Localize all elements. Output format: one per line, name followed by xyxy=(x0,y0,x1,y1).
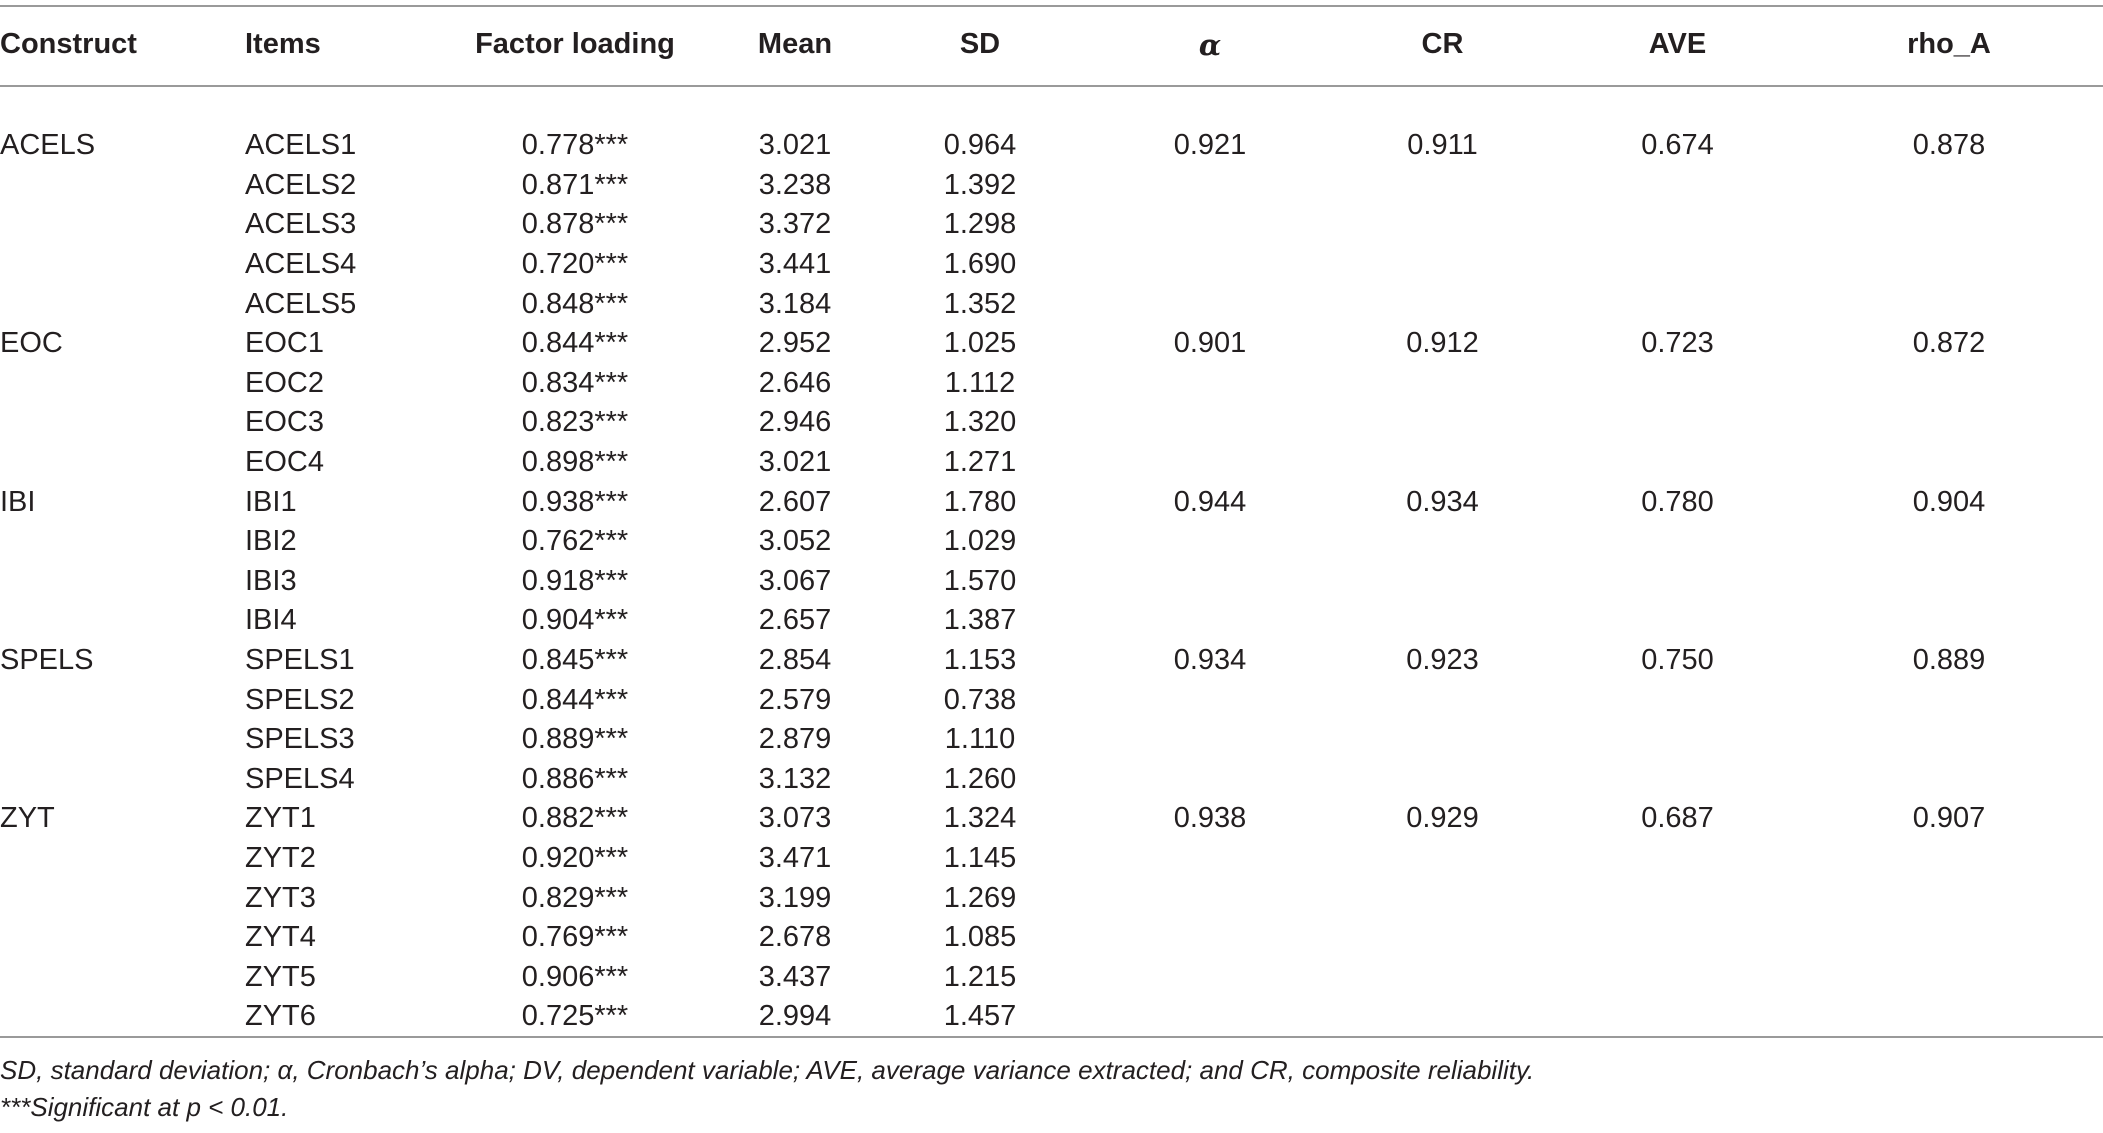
cell-cr xyxy=(1325,284,1560,324)
note-abbreviations: SD, standard deviation; α, Cronbach’s alpha; DV, dependent variable; AVE, average variance extracted; and CR, composite reliability. xyxy=(0,1055,1535,1085)
cell-mean: 3.132 xyxy=(758,762,832,795)
cell-construct xyxy=(0,839,245,879)
cell-alpha xyxy=(1095,957,1325,997)
cell-ave xyxy=(1560,601,1795,641)
cell-rho-a: 0.907 xyxy=(1912,802,1986,835)
table-row xyxy=(0,799,2103,839)
cell-cr: 0.911 xyxy=(1407,129,1478,162)
table-row xyxy=(0,680,2103,720)
cell-construct xyxy=(0,166,245,206)
cell-factor-loading: 0.889*** xyxy=(521,723,629,756)
cell-ave: 0.687 xyxy=(1641,802,1714,835)
table-row xyxy=(0,601,2103,641)
cell-ave xyxy=(1560,245,1795,285)
cell-mean: 3.471 xyxy=(758,841,832,874)
cell-ave xyxy=(1560,918,1795,958)
cell-sd: 0.738 xyxy=(943,683,1017,716)
cell-mean: 3.238 xyxy=(758,168,832,201)
cell-sd: 1.269 xyxy=(943,881,1017,914)
cell-item: EOC1 xyxy=(245,327,324,360)
table-row xyxy=(0,562,2103,602)
cell-rho-a xyxy=(1795,166,2103,206)
cell-mean: 3.372 xyxy=(758,208,832,241)
cell-factor-loading: 0.906*** xyxy=(521,960,629,993)
cell-item: ACELS5 xyxy=(245,287,357,320)
cell-mean: 3.437 xyxy=(758,960,832,993)
cell-alpha xyxy=(1095,680,1325,720)
table-row xyxy=(0,403,2103,443)
cell-sd: 1.085 xyxy=(943,921,1017,954)
table-row xyxy=(0,641,2103,681)
cell-construct xyxy=(0,601,245,641)
cell-rho-a xyxy=(1795,918,2103,958)
cell-item: ACELS2 xyxy=(245,168,357,201)
cell-alpha xyxy=(1095,839,1325,879)
cell-ave xyxy=(1560,562,1795,602)
cell-construct xyxy=(0,562,245,602)
cell-cr xyxy=(1325,760,1560,800)
cell-sd: 1.110 xyxy=(944,723,1016,756)
cell-item: ACELS1 xyxy=(245,129,357,162)
cell-mean: 3.199 xyxy=(758,881,832,914)
cell-item: ZYT5 xyxy=(245,960,316,993)
cell-item: SPELS4 xyxy=(245,762,355,795)
table-row xyxy=(0,205,2103,245)
cell-construct xyxy=(0,918,245,958)
header-row xyxy=(0,0,2103,89)
cell-factor-loading: 0.844*** xyxy=(521,683,629,716)
header-mean: Mean xyxy=(757,28,833,60)
cell-item: ZYT6 xyxy=(245,1000,316,1033)
cell-ave xyxy=(1560,680,1795,720)
cell-cr xyxy=(1325,997,1560,1037)
cell-sd: 1.298 xyxy=(943,208,1017,241)
cell-sd: 1.690 xyxy=(943,248,1017,281)
cell-factor-loading: 0.938*** xyxy=(521,485,629,518)
cell-rho-a xyxy=(1795,680,2103,720)
cell-sd: 1.145 xyxy=(943,841,1017,874)
cell-item: EOC4 xyxy=(245,446,324,479)
cell-mean: 2.879 xyxy=(758,723,832,756)
cell-ave xyxy=(1560,997,1795,1037)
cell-alpha xyxy=(1095,245,1325,285)
table-row xyxy=(0,284,2103,324)
cell-construct xyxy=(0,284,245,324)
cell-ave xyxy=(1560,720,1795,760)
cell-ave xyxy=(1560,205,1795,245)
table-body xyxy=(0,89,2103,1037)
cell-item: ZYT2 xyxy=(245,841,316,874)
cell-construct xyxy=(0,878,245,918)
cell-mean: 3.052 xyxy=(758,525,832,558)
table-row xyxy=(0,720,2103,760)
cell-ave xyxy=(1560,878,1795,918)
header-items: Items xyxy=(245,28,321,60)
cell-cr: 0.934 xyxy=(1406,485,1479,518)
cell-rho-a: 0.904 xyxy=(1912,485,1986,518)
header-sd: SD xyxy=(959,28,1001,60)
cell-construct xyxy=(0,957,245,997)
cell-cr xyxy=(1325,680,1560,720)
cell-ave: 0.780 xyxy=(1641,485,1714,518)
cell-construct: EOC xyxy=(0,327,63,360)
cell-rho-a xyxy=(1795,601,2103,641)
cell-factor-loading: 0.878*** xyxy=(521,208,629,241)
cell-mean: 3.073 xyxy=(758,802,832,835)
cell-mean: 3.021 xyxy=(758,129,832,162)
cell-alpha: 0.938 xyxy=(1173,802,1247,835)
cell-ave xyxy=(1560,364,1795,404)
table-row xyxy=(0,997,2103,1037)
cell-construct xyxy=(0,364,245,404)
cell-sd: 1.215 xyxy=(943,960,1017,993)
cell-alpha xyxy=(1095,443,1325,483)
cell-factor-loading: 0.829*** xyxy=(521,881,629,914)
cell-mean: 2.952 xyxy=(758,327,832,360)
cell-factor-loading: 0.920*** xyxy=(521,841,629,874)
header-alpha: α xyxy=(1198,27,1222,62)
cell-construct xyxy=(0,522,245,562)
cell-factor-loading: 0.904*** xyxy=(521,604,629,637)
cell-sd: 1.780 xyxy=(943,485,1017,518)
cell-item: EOC2 xyxy=(245,366,324,399)
table-row xyxy=(0,245,2103,285)
cell-factor-loading: 0.725*** xyxy=(521,1000,629,1033)
cell-rho-a xyxy=(1795,205,2103,245)
cell-alpha: 0.901 xyxy=(1173,327,1247,360)
cell-sd: 1.387 xyxy=(943,604,1017,637)
table-row xyxy=(0,482,2103,522)
cell-mean: 2.607 xyxy=(758,485,832,518)
cell-cr xyxy=(1325,918,1560,958)
header-cr: CR xyxy=(1421,28,1464,60)
cell-rho-a xyxy=(1795,245,2103,285)
table-row xyxy=(0,839,2103,879)
cell-sd: 1.320 xyxy=(943,406,1017,439)
table-row xyxy=(0,957,2103,997)
cell-sd: 1.457 xyxy=(943,1000,1017,1033)
cell-cr xyxy=(1325,403,1560,443)
cell-sd: 1.260 xyxy=(943,762,1017,795)
cell-factor-loading: 0.834*** xyxy=(521,366,629,399)
cell-sd: 1.112 xyxy=(944,366,1016,399)
cell-sd: 1.352 xyxy=(943,287,1017,320)
table-row xyxy=(0,89,2103,166)
cell-rho-a xyxy=(1795,997,2103,1037)
cell-factor-loading: 0.762*** xyxy=(521,525,629,558)
cell-rho-a xyxy=(1795,284,2103,324)
cell-rho-a: 0.872 xyxy=(1912,327,1986,360)
cell-rho-a xyxy=(1795,522,2103,562)
cell-alpha xyxy=(1095,522,1325,562)
cell-ave: 0.723 xyxy=(1641,327,1714,360)
cell-item: IBI3 xyxy=(245,564,297,597)
cell-mean: 2.994 xyxy=(758,1000,832,1033)
cell-factor-loading: 0.848*** xyxy=(521,287,629,320)
cell-construct xyxy=(0,443,245,483)
cell-alpha xyxy=(1095,166,1325,206)
table-row xyxy=(0,364,2103,404)
cell-mean: 2.646 xyxy=(758,366,832,399)
cell-mean: 3.441 xyxy=(758,248,832,281)
note-significance: ***Significant at p < 0.01. xyxy=(0,1092,289,1122)
cell-factor-loading: 0.898*** xyxy=(521,446,629,479)
cell-construct xyxy=(0,680,245,720)
cell-mean: 2.854 xyxy=(758,644,832,677)
cell-cr xyxy=(1325,443,1560,483)
cell-ave xyxy=(1560,284,1795,324)
cell-factor-loading: 0.844*** xyxy=(521,327,629,360)
header-ave: AVE xyxy=(1648,28,1707,60)
cell-construct xyxy=(0,205,245,245)
cell-cr xyxy=(1325,562,1560,602)
cell-alpha xyxy=(1095,403,1325,443)
cell-construct: ZYT xyxy=(0,802,55,835)
cell-cr xyxy=(1325,245,1560,285)
cell-ave xyxy=(1560,522,1795,562)
cell-sd: 1.153 xyxy=(943,644,1017,677)
cell-factor-loading: 0.769*** xyxy=(521,921,629,954)
cell-rho-a: 0.889 xyxy=(1912,644,1986,677)
cell-ave xyxy=(1560,166,1795,206)
table-row xyxy=(0,918,2103,958)
cell-construct xyxy=(0,245,245,285)
cell-alpha xyxy=(1095,562,1325,602)
cell-construct xyxy=(0,997,245,1037)
cell-item: ACELS4 xyxy=(245,248,357,281)
cell-alpha xyxy=(1095,918,1325,958)
cell-factor-loading: 0.871*** xyxy=(521,168,629,201)
cell-ave xyxy=(1560,957,1795,997)
cell-mean: 3.184 xyxy=(758,287,832,320)
cell-alpha xyxy=(1095,364,1325,404)
cell-mean: 3.021 xyxy=(758,446,832,479)
cell-item: ZYT1 xyxy=(245,802,316,835)
cell-item: EOC3 xyxy=(245,406,324,439)
header-factor-loading: Factor loading xyxy=(475,28,675,60)
cell-alpha xyxy=(1095,205,1325,245)
cell-item: ZYT4 xyxy=(245,921,316,954)
cell-cr xyxy=(1325,720,1560,760)
cell-mean: 2.579 xyxy=(758,683,832,716)
cell-cr xyxy=(1325,364,1560,404)
cell-item: SPELS3 xyxy=(245,723,355,756)
cell-ave xyxy=(1560,760,1795,800)
cell-alpha xyxy=(1095,997,1325,1037)
cell-rho-a xyxy=(1795,562,2103,602)
cell-mean: 2.678 xyxy=(758,921,832,954)
cell-ave: 0.674 xyxy=(1641,129,1714,162)
cell-rho-a xyxy=(1795,720,2103,760)
cell-cr: 0.923 xyxy=(1406,644,1479,677)
cell-rho-a xyxy=(1795,403,2103,443)
cell-factor-loading: 0.886*** xyxy=(521,762,629,795)
cell-sd: 1.025 xyxy=(943,327,1017,360)
cell-item: ZYT3 xyxy=(245,881,316,914)
cell-sd: 1.392 xyxy=(943,168,1017,201)
cell-rho-a xyxy=(1795,878,2103,918)
cell-rho-a xyxy=(1795,443,2103,483)
cell-alpha xyxy=(1095,878,1325,918)
cell-sd: 0.964 xyxy=(943,129,1017,162)
table-row xyxy=(0,324,2103,364)
cell-rho-a: 0.878 xyxy=(1912,129,1986,162)
cell-rho-a xyxy=(1795,957,2103,997)
cell-construct: IBI xyxy=(0,485,36,518)
cell-factor-loading: 0.845*** xyxy=(521,644,629,677)
cell-alpha xyxy=(1095,601,1325,641)
cell-construct: SPELS xyxy=(0,644,94,677)
cell-alpha: 0.934 xyxy=(1173,644,1247,677)
cell-sd: 1.324 xyxy=(943,802,1017,835)
cell-cr: 0.912 xyxy=(1406,327,1479,360)
table-row xyxy=(0,760,2103,800)
cell-item: SPELS1 xyxy=(245,644,355,677)
cell-cr xyxy=(1325,522,1560,562)
cell-alpha xyxy=(1095,284,1325,324)
cell-ave xyxy=(1560,443,1795,483)
cell-factor-loading: 0.720*** xyxy=(521,248,629,281)
cell-sd: 1.029 xyxy=(943,525,1017,558)
cell-sd: 1.570 xyxy=(943,564,1017,597)
cell-cr: 0.929 xyxy=(1406,802,1479,835)
cell-item: SPELS2 xyxy=(245,683,355,716)
cell-construct xyxy=(0,403,245,443)
cell-alpha: 0.944 xyxy=(1173,485,1247,518)
cell-rho-a xyxy=(1795,364,2103,404)
cell-rho-a xyxy=(1795,839,2103,879)
cell-factor-loading: 0.823*** xyxy=(521,406,629,439)
header-construct: Construct xyxy=(0,28,137,60)
cell-item: IBI4 xyxy=(245,604,297,637)
cell-ave: 0.750 xyxy=(1641,644,1714,677)
table-row xyxy=(0,522,2103,562)
cell-item: ACELS3 xyxy=(245,208,357,241)
cell-alpha xyxy=(1095,760,1325,800)
cell-factor-loading: 0.918*** xyxy=(521,564,629,597)
cell-cr xyxy=(1325,601,1560,641)
cell-construct: ACELS xyxy=(0,129,96,162)
cell-construct xyxy=(0,760,245,800)
cell-construct xyxy=(0,720,245,760)
cell-cr xyxy=(1325,957,1560,997)
table-row xyxy=(0,443,2103,483)
cell-factor-loading: 0.882*** xyxy=(521,802,629,835)
cell-mean: 2.657 xyxy=(758,604,832,637)
table-notes xyxy=(0,1052,1534,1126)
cell-alpha: 0.921 xyxy=(1173,129,1247,162)
cell-mean: 3.067 xyxy=(758,564,832,597)
header-rho-a: rho_A xyxy=(1907,28,1991,60)
cell-ave xyxy=(1560,839,1795,879)
cell-cr xyxy=(1325,839,1560,879)
cell-item: IBI2 xyxy=(245,525,297,558)
cell-cr xyxy=(1325,166,1560,206)
cell-cr xyxy=(1325,878,1560,918)
table-row xyxy=(0,878,2103,918)
cell-alpha xyxy=(1095,720,1325,760)
cell-mean: 2.946 xyxy=(758,406,832,439)
cell-item: IBI1 xyxy=(245,485,297,518)
cell-factor-loading: 0.778*** xyxy=(521,129,629,162)
table-row xyxy=(0,166,2103,206)
cell-ave xyxy=(1560,403,1795,443)
cell-rho-a xyxy=(1795,760,2103,800)
cell-cr xyxy=(1325,205,1560,245)
cell-sd: 1.271 xyxy=(943,446,1017,479)
